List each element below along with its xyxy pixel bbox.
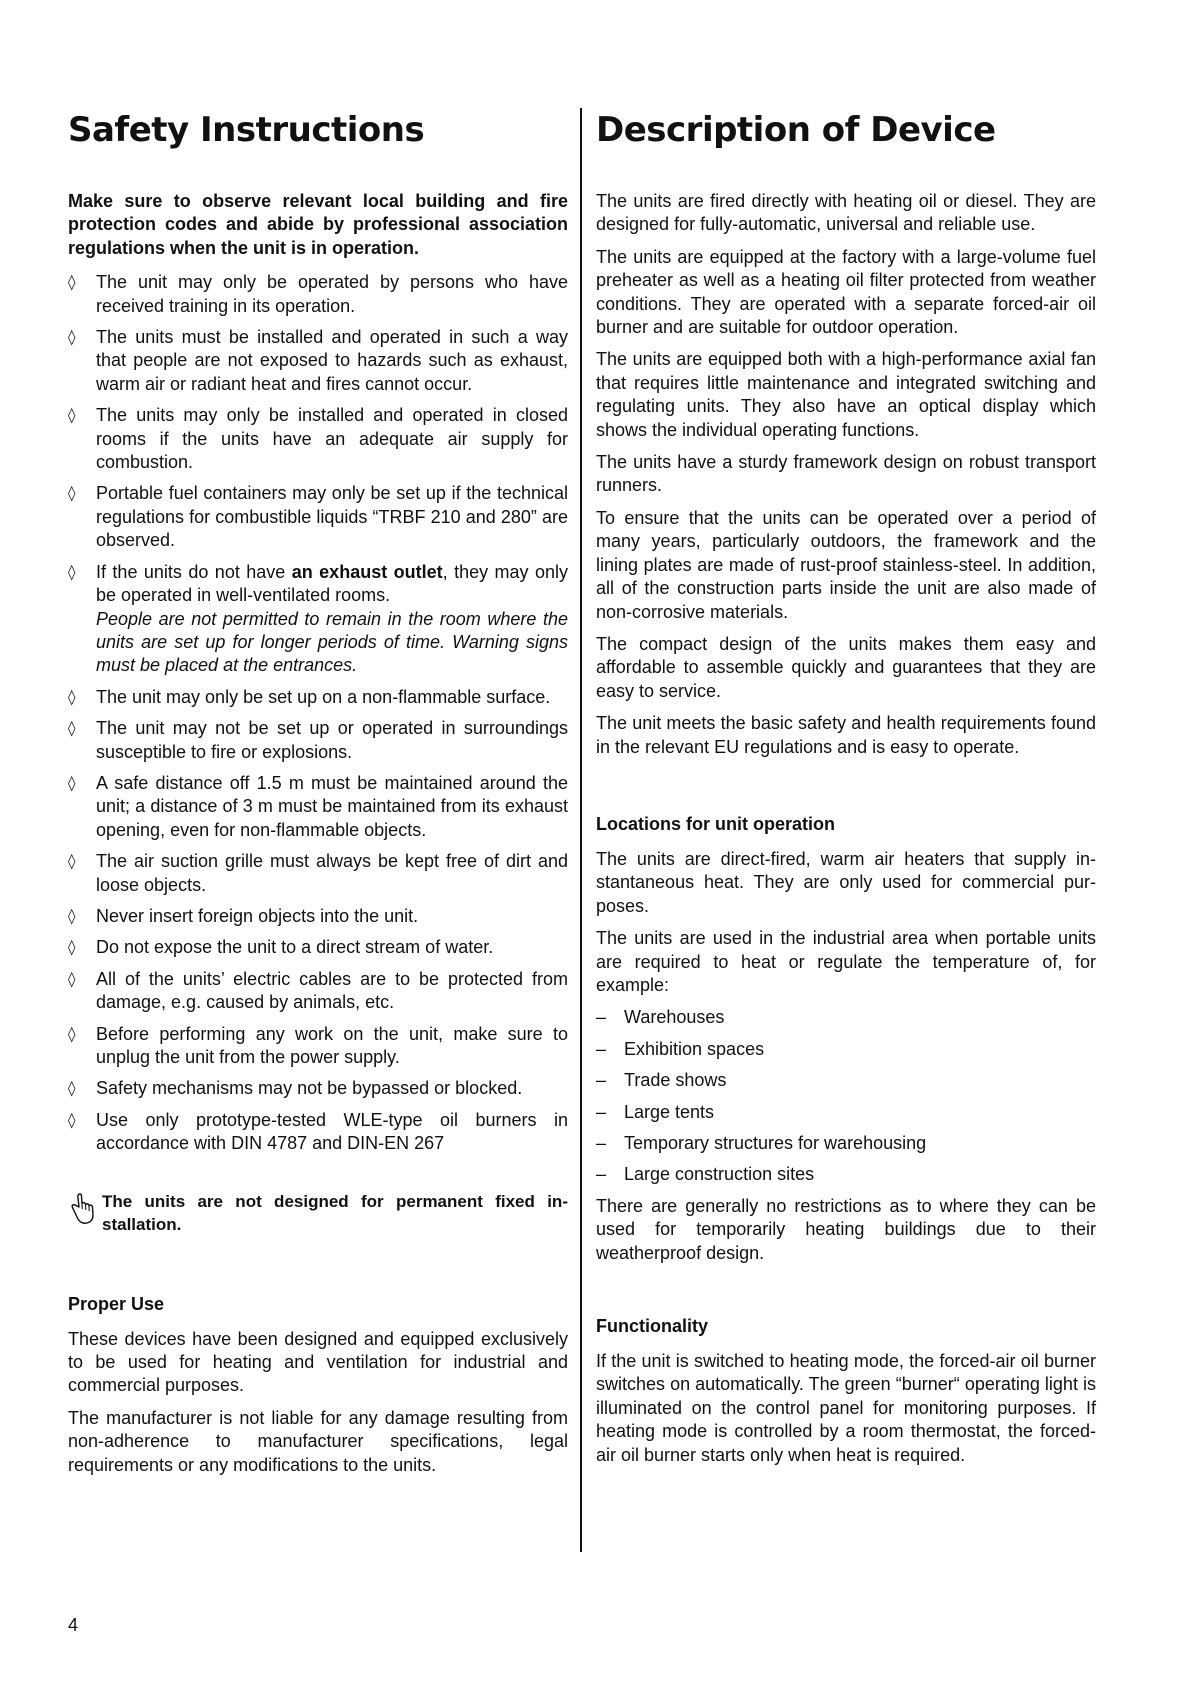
proper-use-paragraph: The manufacturer is not liable for any damage resulting from non-adherence to manufacturer specifications, legal requirements or any modifications to the units. [68,1407,568,1475]
warning-italic-text: People are not permitted to remain in the room where the units are set up for longer periods of time. Warning signs must be placed at the entrances. [96,608,568,676]
pointing-hand-icon [68,1192,96,1226]
exhaust-outlet-emphasis: an exhaust outlet [291,561,443,582]
description-paragraph: The units are fired directly with heating oil or diesel. They are designed for fully-automatic, universal and reliable use. [596,191,1096,235]
list-item: – Large tents [596,1101,1096,1124]
list-item: ◊ Do not expose the unit to a direct stream of water. [68,936,568,959]
list-item: – Large construction sites [596,1163,1096,1186]
note-text: The units are not designed for permanent fixed installation. [102,1191,568,1234]
device-description-title: Description of Device [596,110,996,150]
list-item: ◊ Before performing any work on the unit, make sure to unplug the unit from the power supply. [68,1023,568,1067]
list-item: ◊ Safety mechanisms may not be bypassed or blocked. [68,1077,568,1100]
diamond-bullet-icon: ◊ [68,328,76,347]
diamond-bullet-icon: ◊ [68,938,76,957]
diamond-bullet-icon: ◊ [68,719,76,738]
locations-paragraph: There are generally no restrictions as to where they can be used for temporarily heating buildings due to their weatherproof design. [596,1195,1096,1263]
list-item: ◊ The unit may only be set up on a non-flammable surface. [68,686,568,709]
page-number: 4 [68,1615,79,1635]
list-item: – Trade shows [596,1069,1096,1092]
list-item: ◊ The unit may only be operated by persons who have received training in its operation. [68,272,568,316]
list-item: – Temporary structures for warehousing [596,1132,1096,1155]
diamond-bullet-icon: ◊ [68,1024,76,1043]
diamond-bullet-icon: ◊ [68,1079,76,1098]
list-item: ◊ The units may only be installed and operated in closed rooms if the units have an adequate air supply for combustion. [68,405,568,473]
description-paragraph: The units are equipped at the factory with a large-volume fuel preheater as well as a heating oil filter protected from weather conditions. They are operated with a separate forced-air oil burner and are suitable for outdoor operation. [596,246,1096,338]
list-item: ◊ Never insert foreign objects into the unit. [68,905,568,928]
diamond-bullet-icon: ◊ [68,1110,76,1129]
proper-use-paragraph: These devices have been designed and equipped exclusively to be used for heating and ventilation for industrial and commercial purposes. [68,1328,568,1396]
diamond-bullet-icon: ◊ [68,273,76,292]
column-divider [580,108,582,1552]
description-paragraph: The compact design of the units makes them easy and affordable to assemble quickly and guarantees that they are easy to service. [596,633,1096,701]
diamond-bullet-icon: ◊ [68,852,76,871]
list-item: ◊ The air suction grille must always be kept free of dirt and loose objects. [68,851,568,895]
diamond-bullet-icon: ◊ [68,906,76,925]
locations-paragraph: The units are direct-fired, warm air heaters that supply instantaneous heat. They are only used for commercial purposes. [596,848,1096,916]
safety-instructions-column [68,106,568,1486]
description-paragraph: The unit meets the basic safety and health requirements found in the relevant EU regulations and is easy to operate. [596,713,1096,757]
functionality-paragraph: If the unit is switched to heating mode, the forced-air oil burner switches on automatically. The green “burner“ operating light is illuminated on the control panel for monitoring purposes. If heating mode is controlled by a room thermostat, the forced-air oil burner starts only when heat is required. [596,1351,1096,1465]
list-item: ◊ All of the units’ electric cables are to be protected from damage, e.g. caused by animals, etc. [68,968,568,1013]
safety-intro: Make sure to observe relevant local building and fire protection codes and abide by professional association regulations when the unit is in operation. [68,191,568,258]
list-item: ◊ The unit may not be set up or operated in surroundings susceptible to fire or explosions. [68,718,568,762]
safety-instructions-title: Safety Instructions [68,110,425,150]
locations-list [596,1006,1096,1186]
description-paragraph: The units have a sturdy framework design on robust transport runners. [596,452,1096,496]
functionality-heading: Functionality [596,1316,708,1337]
list-item: – Warehouses [596,1006,1096,1029]
dash-bullet-icon: – [596,1164,607,1185]
list-item: ◊ Portable fuel containers may only be set up if the technical regulations for combustible liquids “TRBF 210 and 280” are observed. [68,483,568,551]
dash-bullet-icon: – [596,1038,607,1059]
safety-list [68,271,568,1155]
list-item-exhaust: ◊ If the units do not have an exhaust outlet, they may only be operated in well-ventilated rooms. People are not permitted to remain in the room where the units are set up for longer periods of time. Warning signs must be placed at the entrances. [68,561,568,678]
list-item: ◊ A safe distance off 1.5 m must be maintained around the unit; a distance of 3 m must be maintained from its exhaust opening, even for non-flammable objects. [68,772,568,840]
diamond-bullet-icon: ◊ [68,484,76,503]
diamond-bullet-icon: ◊ [68,687,76,706]
diamond-bullet-icon: ◊ [68,562,76,581]
dash-bullet-icon: – [596,1133,607,1153]
list-item: ◊ Use only prototype-tested WLE-type oil burners in accordance with DIN 4787 and DIN-EN 267 [68,1109,568,1154]
device-description-column [596,106,1096,1476]
proper-use-heading: Proper Use [68,1293,165,1314]
diamond-bullet-icon: ◊ [68,773,76,792]
locations-heading: Locations for unit operation [596,813,835,834]
dash-bullet-icon: – [596,1101,607,1122]
dash-bullet-icon: – [596,1070,607,1091]
diamond-bullet-icon: ◊ [68,406,76,425]
note-box [68,1190,568,1236]
diamond-bullet-icon: ◊ [68,969,76,988]
dash-bullet-icon: – [596,1007,607,1028]
list-item: ◊ The units must be installed and operated in such a way that people are not exposed to hazards such as exhaust, warm air or radiant heat and fires cannot occur. [68,327,568,394]
list-item: – Exhibition spaces [596,1038,1096,1061]
description-paragraph: The units are equipped both with a high-performance axial fan that requires little maintenance and integrated switching and regulating units. They also have an optical display which shows the individual operating functions. [596,349,1096,440]
description-paragraph: To ensure that the units can be operated over a period of many years, particularly outdoors, the framework and the lining plates are made of rust-proof stainless-steel. In addition, all of the construction parts inside the unit are also made of non-corrosive materials. [596,507,1096,622]
locations-paragraph: The units are used in the industrial area when portable units are required to heat or regulate the temperature of, for example: [596,928,1096,995]
